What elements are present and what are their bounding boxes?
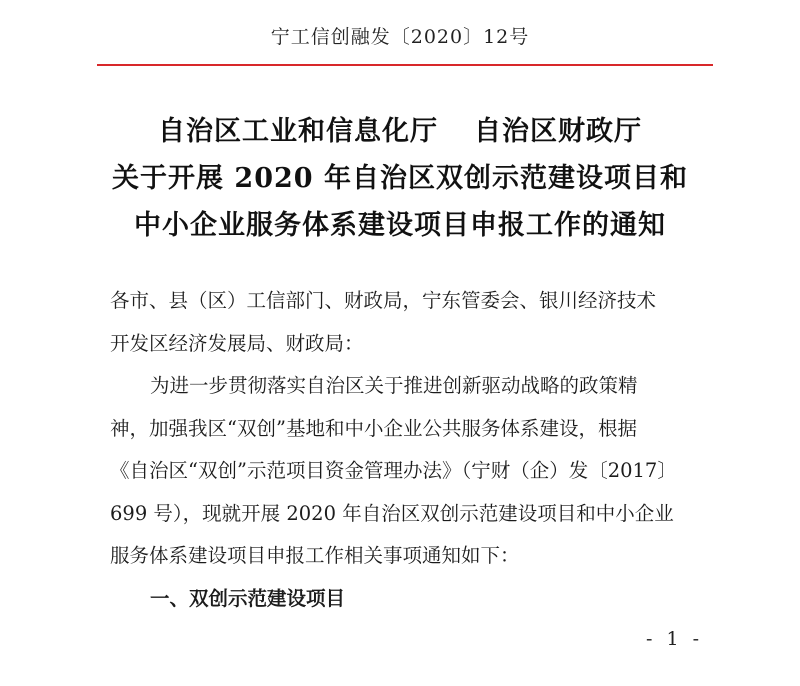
title-line-2: 关于开展 2020 年自治区双创示范建设项目和 — [112, 163, 688, 194]
body-text — [110, 280, 710, 620]
body-line: 各市、县（区）工信部门、财政局，宁东管委会、银川经济技术 — [110, 289, 657, 312]
red-header-rule — [97, 64, 713, 66]
body-line: 神，加强我区“双创”基地和中小企业公共服务体系建设，根据 — [110, 416, 637, 440]
body-line: 为进一步贯彻落实自治区关于推进创新驱动战略的政策精 — [150, 374, 638, 397]
title-issuer-2: 自治区财政厅 — [474, 116, 642, 147]
title-line-1 — [0, 108, 800, 155]
body-line: 开发区经济发展局、财政局： — [110, 331, 364, 355]
body-line: 《自治区“双创”示范项目资金管理办法》（宁财（企）发〔2017〕 — [110, 459, 677, 482]
body-line: 服务体系建设项目申报工作相关事项通知如下： — [110, 544, 520, 567]
document-title — [0, 108, 800, 249]
page-number: - 1 - — [646, 628, 704, 650]
section-heading: 一、双创示范建设项目 — [150, 586, 346, 610]
document-number: 宁工信创融发〔2020〕12号 — [270, 26, 530, 48]
body-line: 699 号），现就开展 2020 年自治区双创示范建设项目和中小企业 — [110, 501, 674, 525]
title-line-3: 中小企业服务体系建设项目申报工作的通知 — [134, 210, 666, 241]
title-issuer-1: 自治区工业和信息化厅 — [158, 116, 438, 147]
